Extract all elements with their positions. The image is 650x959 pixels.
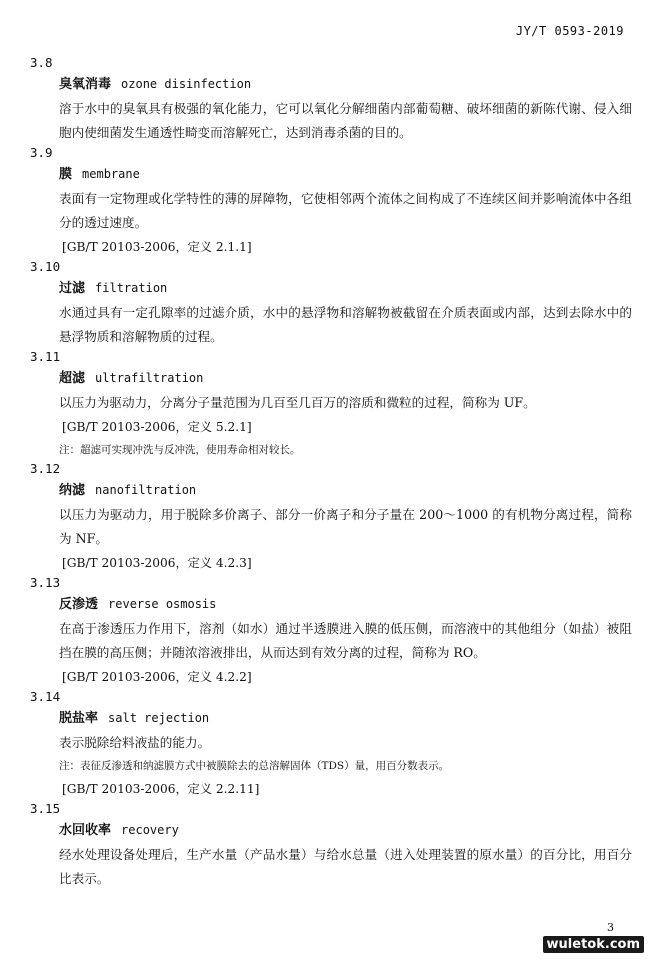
entry-number: 3.12 (30, 461, 61, 476)
entry-term (30, 75, 632, 97)
entry-definition (30, 301, 632, 349)
definition-text: 以压力为驱动力，分离分子量范围为几百至几百万的溶质和微粒的过程，简称为 UF。 (59, 395, 536, 410)
definition-text: 水通过具有一定孔隙率的过滤介质，水中的悬浮物和溶解物被截留在介质表面或内部，达到去除水中的悬浮物质和溶解物质的过程。 (59, 305, 632, 344)
entry-term (30, 595, 632, 617)
entry-definition (30, 97, 632, 145)
standard-code-header: JY/T 0593-2019 (515, 24, 624, 38)
term-english: recovery (121, 823, 179, 837)
term-entry-3-9 (30, 145, 632, 259)
site-watermark: wuletok.com (543, 936, 644, 953)
entry-note: 注：表征反渗透和纳滤膜方式中被膜除去的总溶解固体（TDS）量，用百分数表示。 (59, 760, 450, 772)
entry-definition (30, 187, 632, 235)
entry-note: 注：超滤可实现冲洗与反冲洗，使用寿命相对较长。 (59, 444, 301, 456)
term-chinese: 超滤 (59, 371, 86, 386)
term-english: ultrafiltration (95, 371, 204, 385)
definition-text: 经水处理设备处理后，生产水量（产品水量）与给水总量（进入处理装置的原水量）的百分比，用百分比表示。 (59, 847, 632, 886)
definition-text: 在高于渗透压力作用下，溶剂（如水）通过半透膜进入膜的低压侧，而溶液中的其他组分（如盐）被阻挡在膜的高压侧；并随浓溶液排出，从而达到有效分离的过程，简称为 RO。 (59, 621, 632, 660)
entry-reference: [GB/T 20103-2006，定义 4.2.3] (62, 556, 252, 570)
entry-number: 3.15 (30, 801, 61, 816)
term-entry-3-11 (30, 349, 632, 461)
entry-number: 3.11 (30, 349, 61, 364)
term-entry-3-13 (30, 575, 632, 689)
term-chinese: 过滤 (59, 281, 86, 296)
entry-definition (30, 503, 632, 551)
term-english: membrane (82, 167, 140, 181)
term-chinese: 反渗透 (59, 597, 99, 612)
entry-reference: [GB/T 20103-2006，定义 5.2.1] (62, 420, 252, 434)
definition-text: 溶于水中的臭氧具有极强的氧化能力，它可以氧化分解细菌内部葡萄糖、破坏细菌的新陈代谢、侵入细胞内使细菌发生通透性畸变而溶解死亡，达到消毒杀菌的目的。 (59, 101, 632, 140)
term-english: reverse osmosis (108, 597, 217, 611)
definition-text: 表面有一定物理或化学特性的薄的屏障物，它使相邻两个流体之间构成了不连续区间并影响流体中各组分的透过速度。 (59, 191, 632, 230)
definition-text: 以压力为驱动力，用于脱除多价离子、部分一价离子和分子量在 200～1000 的有机物分离过程，简称为 NF。 (59, 507, 632, 546)
term-chinese: 臭氧消毒 (59, 77, 112, 92)
term-english: filtration (95, 281, 168, 295)
entry-number: 3.9 (30, 145, 53, 160)
entry-number: 3.10 (30, 259, 61, 274)
document-body (30, 55, 632, 891)
term-english: ozone disinfection (121, 77, 252, 91)
entry-definition (30, 731, 632, 755)
entry-term (30, 821, 632, 843)
entry-number: 3.13 (30, 575, 61, 590)
term-entry-3-15 (30, 801, 632, 891)
entry-term (30, 709, 632, 731)
entry-definition (30, 843, 632, 891)
entry-definition (30, 617, 632, 665)
page-number: 3 (607, 921, 614, 934)
entry-reference: [GB/T 20103-2006，定义 2.2.11] (62, 782, 260, 796)
entry-number: 3.14 (30, 689, 61, 704)
entry-term (30, 369, 632, 391)
term-entry-3-10 (30, 259, 632, 349)
term-entry-3-8 (30, 55, 632, 145)
entry-number: 3.8 (30, 55, 53, 70)
term-chinese: 膜 (59, 167, 73, 182)
term-entry-3-12 (30, 461, 632, 575)
term-english: nanofiltration (95, 483, 197, 497)
term-chinese: 水回收率 (59, 823, 112, 838)
entry-reference: [GB/T 20103-2006，定义 2.1.1] (62, 240, 252, 254)
entry-term (30, 279, 632, 301)
term-chinese: 纳滤 (59, 483, 86, 498)
entry-term (30, 481, 632, 503)
entry-term (30, 165, 632, 187)
term-english: salt rejection (108, 711, 210, 725)
entry-reference: [GB/T 20103-2006，定义 4.2.2] (62, 670, 252, 684)
term-entry-3-14 (30, 689, 632, 801)
definition-text: 表示脱除给料液盐的能力。 (59, 735, 211, 750)
term-chinese: 脱盐率 (59, 711, 99, 726)
entry-definition (30, 391, 632, 415)
